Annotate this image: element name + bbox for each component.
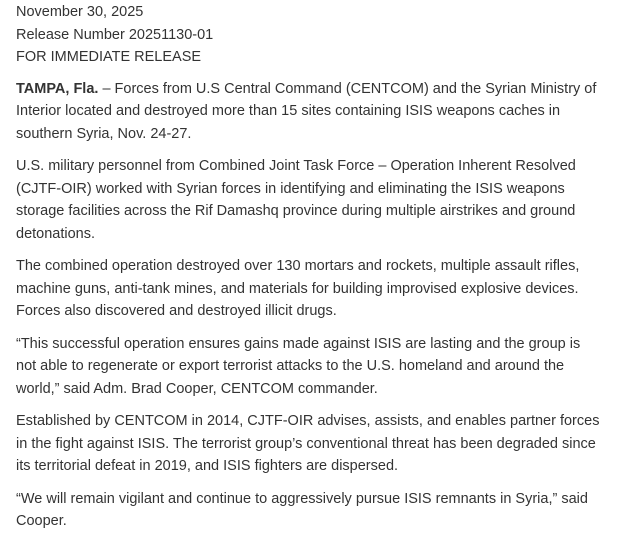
release-meta [16,1,601,69]
paragraph-lead [16,78,601,146]
paragraph: U.S. military personnel from Combined Joint Task Force – Operation Inherent Resolved (CJTF-OIR) worked with Syrian forces in identifying and eliminating the ISIS weapons storage facilities across the Rif Damashq province during multiple airstrikes and ground detonations. [16,158,576,242]
release-type: FOR IMMEDIATE RELEASE [16,49,202,65]
quote-paragraph: “This successful operation ensures gains made against ISIS are lasting and the group is not able to regenerate or export terrorist attacks to the U.S. homeland and around the world,” said Adm. Brad Cooper, CENTCOM commander. [16,335,581,397]
release-date: November 30, 2025 [16,4,144,20]
paragraph: The combined operation destroyed over 130 mortars and rockets, multiple assault rifles, machine guns, anti-tank mines, and materials for building improvised explosive devices. Forces also discovered and destroyed illicit drugs. [16,258,580,319]
dateline: TAMPA, Fla. [16,80,99,97]
quote-paragraph: “We will remain vigilant and continue to aggressively pursue ISIS remnants in Syria,” said Cooper. [16,490,588,529]
paragraph-lead-text: – Forces from U.S Central Command (CENTCOM) and the Syrian Ministry of Interior located and destroyed more than 15 sites containing ISIS weapons caches in southern Syria, Nov. 24-27. [16,80,597,142]
release-number: Release Number 20251130-01 [16,26,214,43]
paragraph: Established by CENTCOM in 2014, CJTF-OIR advises, assists, and enables partner forces in the fight against ISIS. The terrorist group’s conventional threat has been degraded since its territorial defeat in 2019, and ISIS fighters are dispersed. [16,413,600,474]
